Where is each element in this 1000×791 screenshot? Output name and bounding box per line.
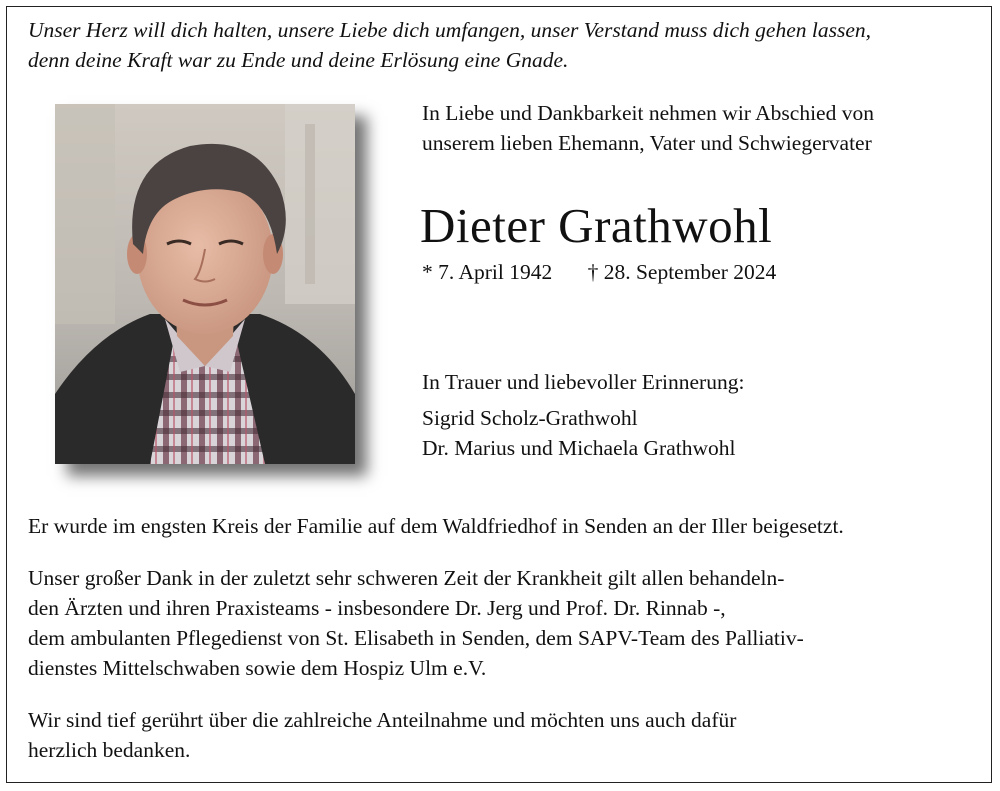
thanks-line: den Ärzten und ihren Praxisteams - insbesondere Dr. Jerg und Prof. Dr. Rinnab -,	[28, 596, 726, 620]
birth-date: * 7. April 1942	[422, 260, 553, 284]
mourners-block	[422, 367, 982, 463]
thanks-line: dem ambulanten Pflegedienst von St. Elisabeth in Senden, dem SAPV-Team des Palliativ-	[28, 626, 804, 650]
quote-line: denn deine Kraft war zu Ende und deine Erlösung eine Gnade.	[28, 48, 569, 72]
farewell-intro	[422, 98, 982, 158]
portrait-photo-icon	[55, 104, 355, 464]
closing-paragraph	[28, 705, 978, 765]
life-dates	[422, 257, 982, 287]
closing-line: herzlich bedanken.	[28, 738, 191, 762]
closing-line: Wir sind tief gerührt über die zahlreiche Anteilnahme und möchten uns auch dafür	[28, 708, 737, 732]
memorial-quote	[28, 15, 978, 75]
deceased-name: Dieter Grathwohl	[420, 198, 773, 253]
burial-note	[28, 511, 978, 541]
thanks-paragraph	[28, 563, 978, 683]
thanks-line: dienstes Mittelschwaben sowie dem Hospiz Ulm e.V.	[28, 656, 487, 680]
mourner-name: Sigrid Scholz-Grathwohl	[422, 406, 638, 430]
intro-line: unserem lieben Ehemann, Vater und Schwiegervater	[422, 131, 872, 155]
mourning-lead: In Trauer und liebevoller Erinnerung:	[422, 370, 745, 394]
portrait-photo	[55, 104, 355, 464]
burial-line: Er wurde im engsten Kreis der Familie auf dem Waldfriedhof in Senden an der Iller beigesetzt.	[28, 514, 844, 538]
death-date: † 28. September 2024	[587, 260, 777, 284]
quote-line: Unser Herz will dich halten, unsere Liebe dich umfangen, unser Verstand muss dich gehen lassen,	[28, 18, 871, 42]
thanks-line: Unser großer Dank in der zuletzt sehr schweren Zeit der Krankheit gilt allen behandeln-	[28, 566, 785, 590]
mourner-name: Dr. Marius und Michaela Grathwohl	[422, 436, 736, 460]
intro-line: In Liebe und Dankbarkeit nehmen wir Abschied von	[422, 101, 874, 125]
